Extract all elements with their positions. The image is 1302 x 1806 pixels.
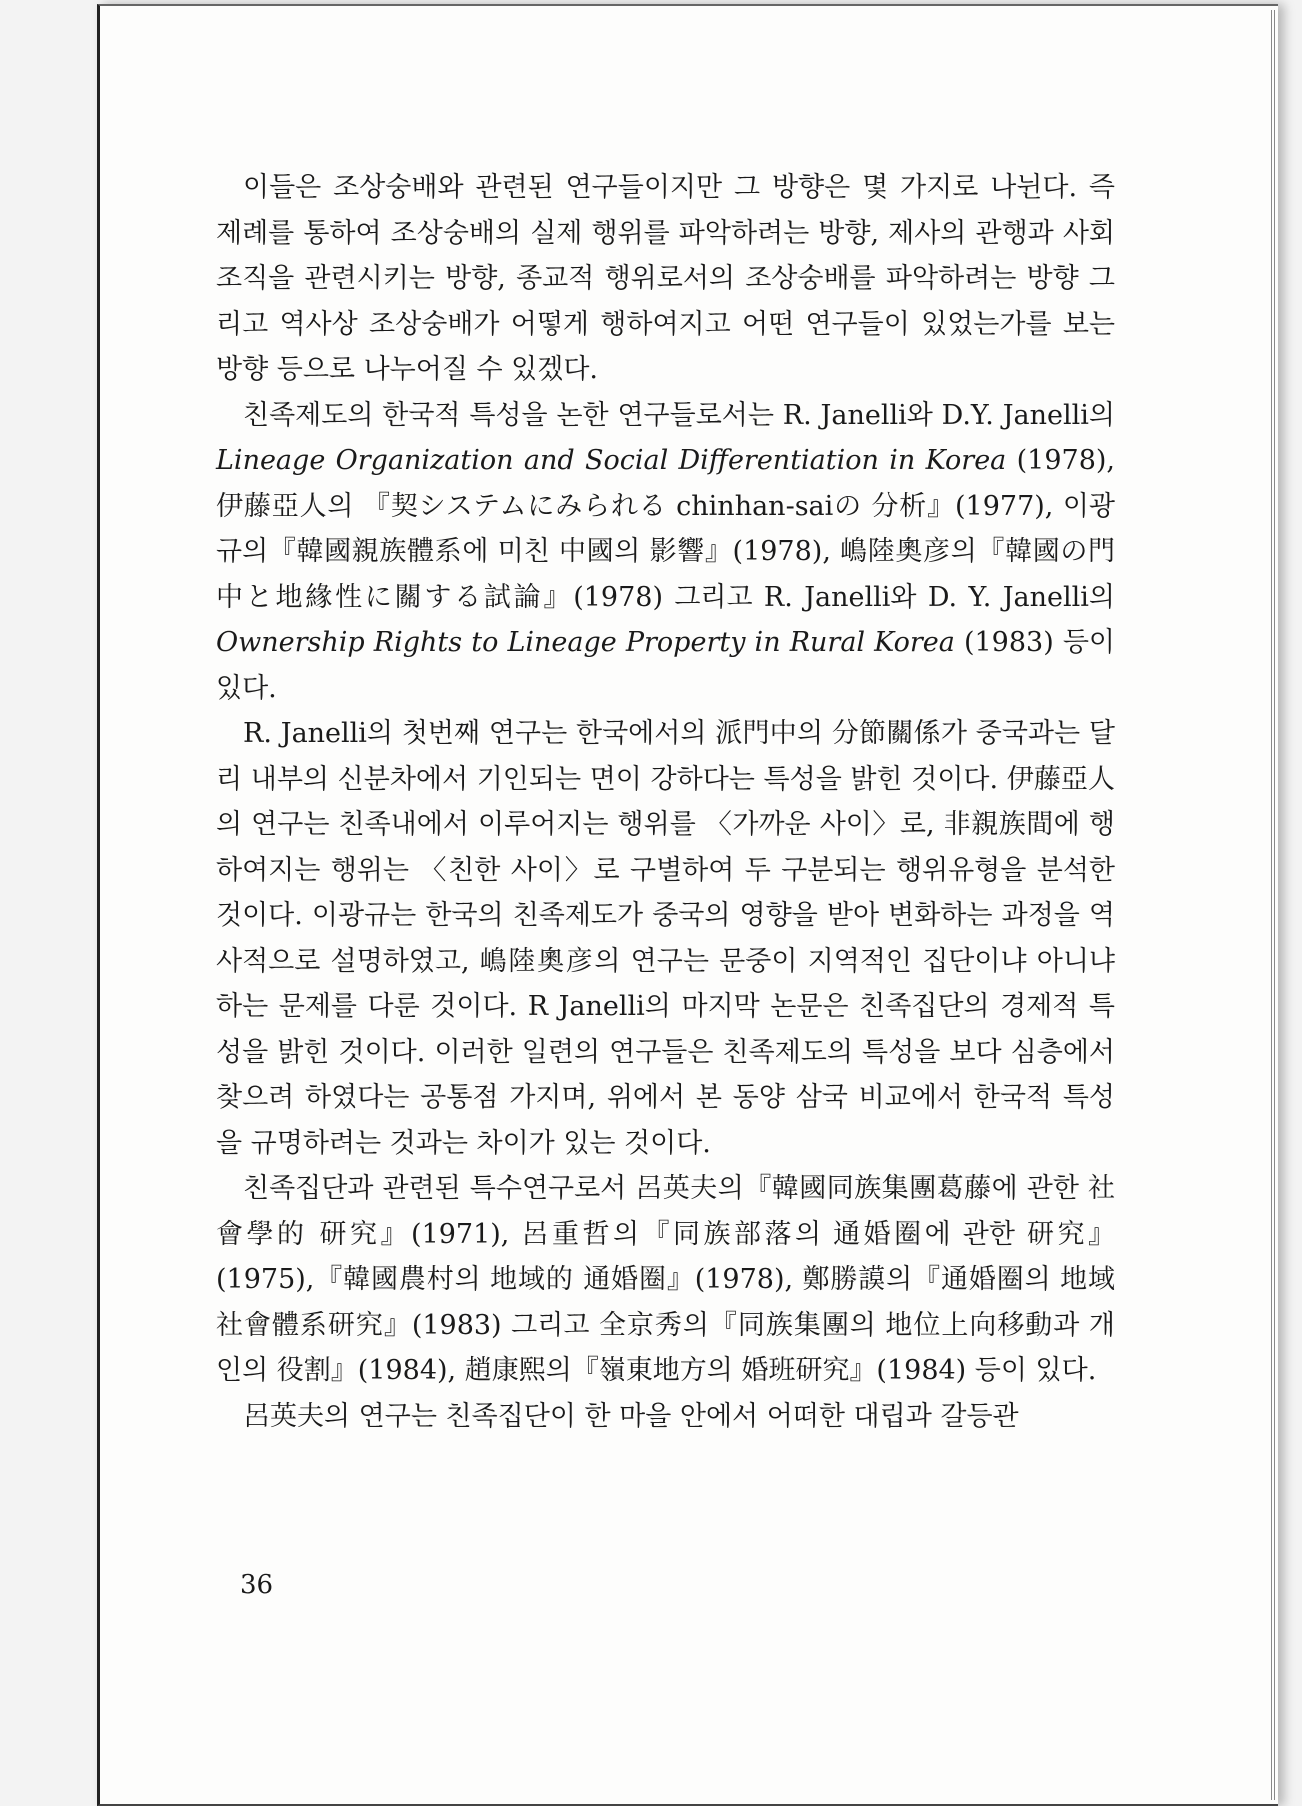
paragraph-text: (1978), 伊藤亞人의 『契システムにみられる chinhan-saiの 分析』(1977), 이광규의『韓國親族體系에 미친 中國의 影響』(1978), 嶋陸奧彦의『韓國の門中と地緣性に關する試論』(1978) 그리고 R. Janelli와 D. Y. Janelli의 [216,445,1115,613]
paragraph-janelli-research: R. Janelli의 첫번째 연구는 한국에서의 派門中의 分節關係가 중국과는 달리 내부의 신분차에서 기인되는 면이 강하다는 특성을 밝힌 것이다. 伊藤亞人의 연구는 친족내에서 이루어지는 행위를 〈가까운 사이〉로, 非親族間에 행하여지는 행위는 〈친한 사이〉로 구별하여 두 구분되는 행위유형을 분석한 것이다. 이광규는 한국의 친족제도가 중국의 영향을 받아 변화하는 과정을 역사적으로 설명하였고, 嶋陸奧彦의 연구는 문중이 지역적인 집단이냐 아니냐 하는 문제를 다룬 것이다. R Janelli의 마지막 논문은 친족집단의 경제적 특성을 밝힌 것이다. 이러한 일련의 연구들은 친족제도의 특성을 보다 심층에서 찾으려 하였다는 공통점 가지며, 위에서 본 동양 삼국 비교에서 한국적 특성을 규명하려는 것과는 차이가 있는 것이다. [216,718,1115,1159]
page-body-text [216,165,1115,1439]
page-edge-line [1274,10,1275,1800]
paragraph-kin-group-studies: 친족집단과 관련된 특수연구로서 呂英夫의『韓國同族集團葛藤에 관한 社會學的 研究』(1971), 呂重哲의『同族部落의 通婚圈에 관한 研究』(1975),『韓國農村의 地域的 通婚圈』(1978), 鄭勝謨의『通婚圈의 地域社會體系研究』(1983) 그리고 全京秀의『同族集團의 地位上向移動과 개인의 役割』(1984), 趙康熙의『嶺東地方의 婚班研究』(1984) 등이 있다. [216,1173,1115,1386]
page-number: 36 [240,1570,274,1600]
page-edge-line [1271,10,1272,1800]
paragraph-ryeo-research: 呂英夫의 연구는 친족집단이 한 마을 안에서 어떠한 대립과 갈등관 [243,1400,1019,1432]
book-title-italic: Ownership Rights to Lineage Property in Rural Korea [216,627,955,658]
book-title-italic: Lineage Organization and Social Differentiation in Korea [216,445,1007,476]
paragraph-ancestor-worship-studies: 이들은 조상숭배와 관련된 연구들이지만 그 방향은 몇 가지로 나뉜다. 즉 제례를 통하여 조상숭배의 실제 행위를 파악하려는 방향, 제사의 관행과 사회조직을 관련시키는 방향, 종교적 행위로서의 조상숭배를 파악하려는 방향 그리고 역사상 조상숭배가 어떻게 행하여지고 어떤 연구들이 있었는가를 보는 방향 등으로 나누어질 수 있겠다. [216,172,1115,385]
paragraph-text: 친족제도의 한국적 특성을 논한 연구들로서는 R. Janelli와 D.Y. Janelli의 [243,399,1115,431]
paragraph-kinship-studies [216,393,1115,712]
paragraph-text: (1983) 등이 있다. [216,627,1116,704]
